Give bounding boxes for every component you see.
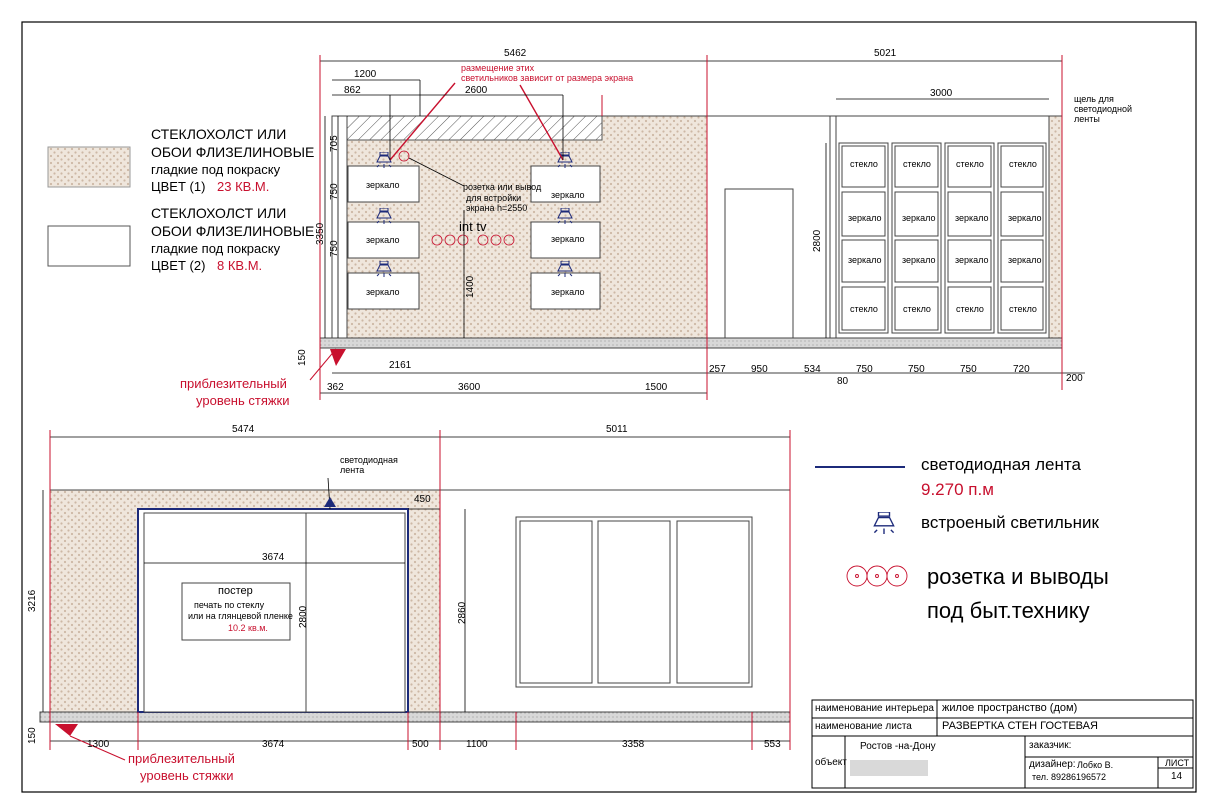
screed-top-line1: приблезительный <box>180 376 287 391</box>
dim-950: 950 <box>751 364 768 375</box>
dim-750-w3: 750 <box>960 364 977 375</box>
mirror-g-3-1: зеркало <box>848 255 882 265</box>
wallpaper1-swatch <box>48 147 130 187</box>
dim-3358: 3358 <box>622 739 645 750</box>
wallpaper1-color: ЦВЕТ (1) <box>151 179 206 194</box>
mirror-g-3-2: зеркало <box>902 255 936 265</box>
placement-note-2: светильников зависит от размера экрана <box>461 73 634 83</box>
tb-list-value: 14 <box>1171 771 1183 782</box>
side-wall-pattern <box>602 116 707 338</box>
mirror-r1: зеркало <box>551 190 585 200</box>
dim-200: 200 <box>1066 373 1083 384</box>
mirror-r3: зеркало <box>551 287 585 297</box>
slot-note-3: ленты <box>1074 114 1100 124</box>
dim-5474: 5474 <box>232 424 255 435</box>
tb-interior-label: наименование интерьера <box>815 703 934 714</box>
wallpaper2-line1: СТЕКЛОХОЛСТ ИЛИ <box>151 205 287 221</box>
dim-705: 705 <box>329 135 340 152</box>
tb-object-value: Ростов -на-Дону <box>860 741 936 752</box>
dim-362: 362 <box>327 382 344 393</box>
top-elevation <box>310 55 1085 400</box>
dim-553: 553 <box>764 739 781 750</box>
screed-bottom-line2: уровень стяжки <box>140 768 234 783</box>
tb-object-label: объект <box>815 757 847 768</box>
poster-area: 10.2 кв.м. <box>228 623 268 633</box>
wallpaper2-line2: ОБОИ ФЛИЗЕЛИНОВЫЕ <box>151 223 315 239</box>
floor-strip-bottom <box>40 712 790 722</box>
screed-top-line2: уровень стяжки <box>196 393 290 408</box>
dim-3674-bottom: 3674 <box>262 739 285 750</box>
glass-4-3: стекло <box>956 304 984 314</box>
dim-1100: 1100 <box>466 739 488 750</box>
placement-note-1: размещение этих <box>461 63 535 73</box>
dim-80: 80 <box>837 376 849 387</box>
dim-1500: 1500 <box>645 382 668 393</box>
tb-customer-label: заказчик: <box>1029 740 1072 751</box>
dim-1300: 1300 <box>87 739 110 750</box>
dim-3600: 3600 <box>458 382 481 393</box>
mirror-l2: зеркало <box>366 235 400 245</box>
screed-marker-top <box>330 349 346 366</box>
spot-legend-label: встроеный светильник <box>921 513 1099 532</box>
glass-4-1: стекло <box>850 304 878 314</box>
dim-3674-top: 3674 <box>262 552 285 563</box>
wallpaper1-line2: ОБОИ ФЛИЗЕЛИНОВЫЕ <box>151 144 315 160</box>
dim-750-w1: 750 <box>856 364 873 375</box>
socket-note-3: экрана h=2550 <box>466 203 528 213</box>
dim-500: 500 <box>412 739 429 750</box>
tb-phone: тел. 89286196572 <box>1032 772 1107 782</box>
bottom-elevation <box>40 430 790 760</box>
socket-legend-line1: розетка и выводы <box>927 564 1109 589</box>
tb-designer-label: дизайнер: <box>1029 759 1076 770</box>
mirror-l1: зеркало <box>366 180 400 190</box>
mirror-g-2-4: зеркало <box>1008 213 1042 223</box>
led-note-2: лента <box>340 465 365 475</box>
wallpaper2-color: ЦВЕТ (2) <box>151 258 206 273</box>
led-legend-label: светодиодная лента <box>921 455 1081 474</box>
wallpaper2-area: 8 КВ.М. <box>217 258 263 273</box>
tb-sheet-label: наименование листа <box>815 721 912 732</box>
dim-3216: 3216 <box>27 589 38 612</box>
glass-1-3: стекло <box>956 159 984 169</box>
tb-list-label: ЛИСТ <box>1165 758 1190 768</box>
mirror-g-2-2: зеркало <box>902 213 936 223</box>
dim-1400: 1400 <box>465 275 476 298</box>
dim-450: 450 <box>414 494 431 505</box>
led-note-1: светодиодная <box>340 455 398 465</box>
wallpaper1-area: 23 КВ.М. <box>217 179 270 194</box>
dim-720: 720 <box>1013 364 1030 375</box>
wallpaper1-line1: СТЕКЛОХОЛСТ ИЛИ <box>151 126 287 142</box>
poster-line2: или на глянцевой пленке <box>188 611 293 621</box>
dim-534: 534 <box>804 364 821 375</box>
wallpaper2-swatch <box>48 226 130 266</box>
mirror-l3: зеркало <box>366 287 400 297</box>
dim-257: 257 <box>709 364 726 375</box>
dim-2860: 2860 <box>457 601 468 624</box>
dim-2161: 2161 <box>389 360 412 371</box>
socket-legend-icon <box>847 566 907 586</box>
socket-legend-line2: под быт.технику <box>927 598 1090 623</box>
dim-150-bottom: 150 <box>27 727 38 744</box>
mirror-r2: зеркало <box>551 234 585 244</box>
object-redacted <box>850 760 928 776</box>
glass-4-2: стекло <box>903 304 931 314</box>
mirror-g-2-3: зеркало <box>955 213 989 223</box>
socket-note-1: розетка или вывод <box>463 182 542 192</box>
screed-bottom-line1: приблезительный <box>128 751 235 766</box>
tb-interior-value: жилое пространство (дом) <box>942 702 1078 714</box>
slot-note-1: щель для <box>1074 94 1114 104</box>
glass-1-2: стекло <box>903 159 931 169</box>
socket-note-2: для встройки <box>466 193 522 203</box>
led-legend-value: 9.270 п.м <box>921 480 994 499</box>
floor-strip-top <box>320 338 1062 348</box>
dim-750a: 750 <box>329 183 340 200</box>
poster-line1: печать по стеклу <box>194 600 265 610</box>
dim-5021: 5021 <box>874 48 897 59</box>
screed-marker-bottom <box>55 724 78 736</box>
dim-862: 862 <box>344 85 361 96</box>
tb-sheet-value: РАЗВЕРТКА СТЕН ГОСТЕВАЯ <box>942 720 1098 732</box>
tv-label: int tv <box>459 219 487 234</box>
dim-5462: 5462 <box>504 48 527 59</box>
mirror-g-3-4: зеркало <box>1008 255 1042 265</box>
slot-note-2: светодиодной <box>1074 104 1133 114</box>
glass-1-1: стекло <box>850 159 878 169</box>
door <box>725 189 793 338</box>
wallpaper1-line3: гладкие под покраску <box>151 162 281 177</box>
glass-4-4: стекло <box>1009 304 1037 314</box>
dim-3000: 3000 <box>930 88 953 99</box>
wallpaper2-line3: гладкие под покраску <box>151 241 281 256</box>
dim-2800-bottom: 2800 <box>298 605 309 628</box>
dim-3350: 3350 <box>315 222 326 245</box>
dim-1200: 1200 <box>354 69 377 80</box>
spot-legend-icon <box>874 512 893 534</box>
tb-designer-name: Лобко В. <box>1077 760 1114 770</box>
dim-150-top: 150 <box>297 349 308 366</box>
dim-750b: 750 <box>329 240 340 257</box>
dim-2800-top: 2800 <box>812 229 823 252</box>
dim-750-w2: 750 <box>908 364 925 375</box>
mirror-g-3-3: зеркало <box>955 255 989 265</box>
slot-pattern <box>1049 116 1062 338</box>
glass-1-4: стекло <box>1009 159 1037 169</box>
dim-5011: 5011 <box>606 424 628 435</box>
mirror-g-2-1: зеркало <box>848 213 882 223</box>
soffit-hatch <box>347 116 602 140</box>
poster-title: постер <box>218 585 253 597</box>
dim-2600: 2600 <box>465 85 488 96</box>
